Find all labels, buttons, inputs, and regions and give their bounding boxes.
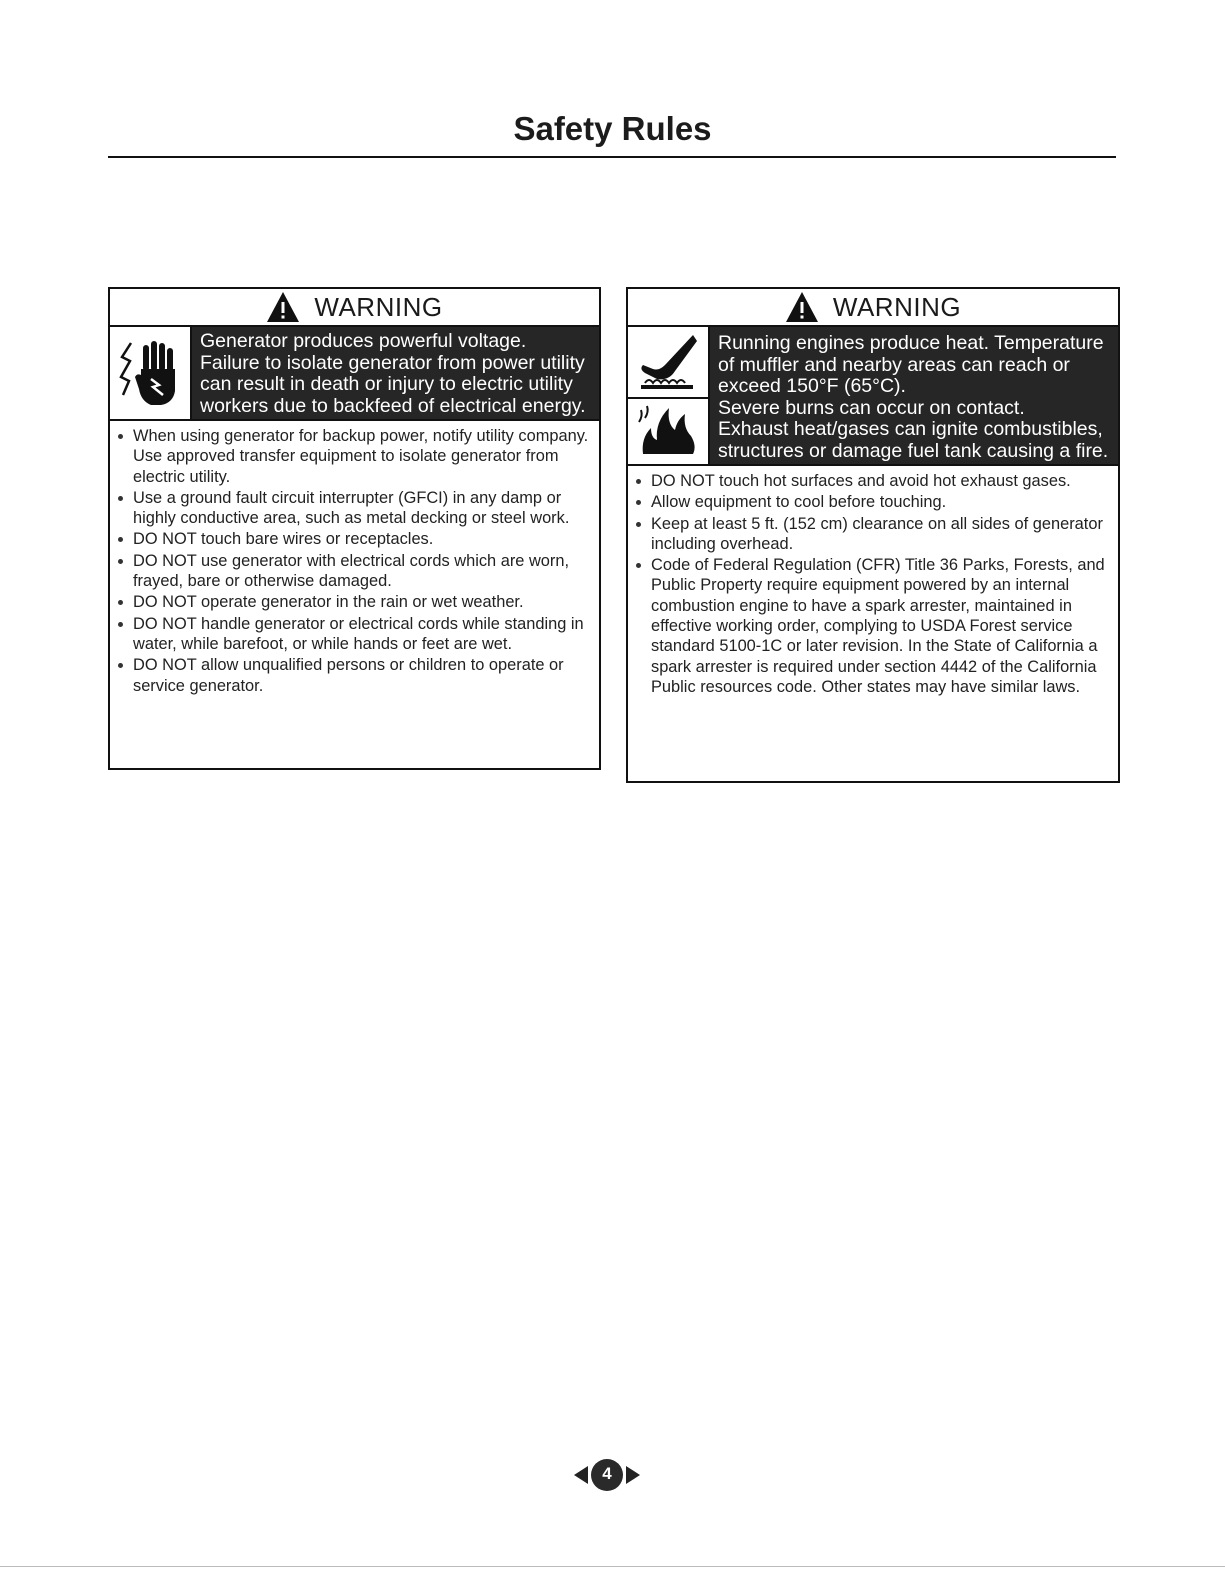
list-item: DO NOT handle generator or electrical cords while standing in water, while barefoot, or while hands or feet are wet. [116, 614, 591, 655]
hot-surface-icon [628, 327, 708, 397]
list-item: DO NOT use generator with electrical cords which are worn, frayed, bare or otherwise damaged. [116, 551, 591, 592]
warning-header [110, 289, 599, 327]
warning-triangle-icon [785, 291, 819, 323]
electric-shock-icon [110, 327, 190, 417]
title-divider [108, 156, 1116, 158]
list-item: DO NOT touch bare wires or receptacles. [116, 529, 591, 549]
warning-label: WARNING [832, 291, 962, 322]
list-item: Code of Federal Regulation (CFR) Title 36 Parks, Forests, and Public Property require equipment powered by an internal combustion engine to have a spark arrester, maintained in effective working order, complying to USDA Forest service standard 5100-1C or later revision. In the State of California a spark arrester is required under section 4442 of the California Public resources code. Other states may have similar laws. [634, 555, 1110, 697]
list-item: DO NOT touch hot surfaces and avoid hot exhaust gases. [634, 471, 1110, 491]
list-item: When using generator for backup power, notify utility company. Use approved transfer equipment to isolate generator from electric utility. [116, 426, 591, 487]
hazard-message [192, 327, 599, 419]
warning-header [628, 289, 1118, 327]
hazard-line: Severe burns can occur on contact. [718, 396, 1025, 419]
hazard-line: Running engines produce heat. Temperature [718, 332, 1104, 354]
hazard-line: exceed 150°F (65°C). [718, 375, 906, 397]
page-number: 4 [602, 1464, 612, 1483]
warning-panel-heat [626, 287, 1120, 783]
warning-label: WARNING [314, 291, 443, 322]
hazard-line: workers due to backfeed of electrical energy. [200, 394, 586, 417]
hazard-line: structures or damage fuel tank causing a fire. [718, 439, 1109, 462]
list-item: Keep at least 5 ft. (152 cm) clearance on all sides of generator including overhead. [634, 514, 1110, 555]
hazard-block [110, 327, 599, 421]
hazard-line: Exhaust heat/gases can ignite combustibles, [718, 418, 1103, 440]
list-item: DO NOT allow unqualified persons or children to operate or service generator. [116, 655, 591, 696]
list-item: Use a ground fault circuit interrupter (GFCI) in any damp or highly conductive area, such as metal decking or steel work. [116, 488, 591, 529]
bottom-divider [0, 1566, 1225, 1567]
hazard-block [628, 327, 1118, 466]
list-item: DO NOT operate generator in the rain or wet weather. [116, 592, 591, 612]
page-number-badge [574, 1458, 640, 1492]
safety-bullet-list [110, 421, 599, 696]
safety-bullet-list [628, 466, 1118, 697]
warning-panel-electrical [108, 287, 601, 770]
warning-triangle-icon [266, 291, 300, 323]
fire-icon [628, 397, 708, 461]
hazard-line: Generator produces powerful voltage. [200, 330, 527, 352]
hazard-line: of muffler and nearby areas can reach or [718, 353, 1070, 376]
hazard-line: can result in death or injury to electric utility [200, 373, 573, 395]
hazard-line: Failure to isolate generator from power utility [200, 351, 585, 374]
list-item: Allow equipment to cool before touching. [634, 492, 1110, 512]
hazard-message [710, 327, 1118, 464]
page-title: Safety Rules [513, 110, 712, 147]
